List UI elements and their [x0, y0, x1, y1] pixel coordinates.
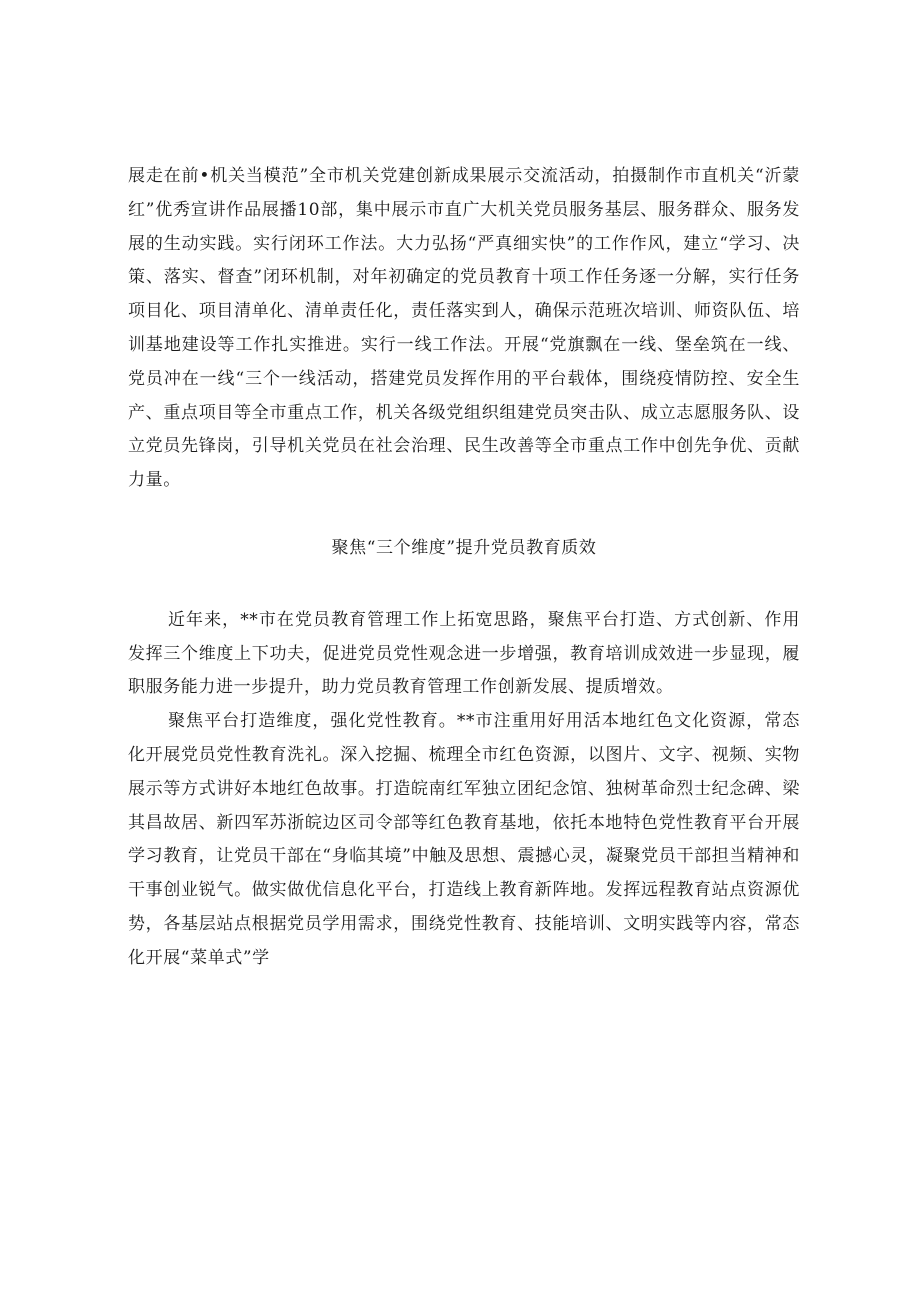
section-title: 聚焦“三个维度”提升党员教育质效: [331, 537, 597, 558]
intro-paragraph: 近年来，**市在党员教育管理工作上拓宽思路，聚焦平台打造、方式创新、作用发挥三个维度上下功夫，促进党员党性观念进一步增强，教育培训成效进一步显现，履职服务能力进一步提升，助力党员教育管理工作创新发展、提质增效。: [128, 609, 800, 698]
continued-paragraph: 展走在前•机关当模范”全市机关党建创新成果展示交流活动，拍摄制作市直机关“沂蒙红”优秀宣讲作品展播10部，集中展示市直广大机关党员服务基层、服务群众、服务发展的生动实践。实行闭环工作法。大力弘扬“严真细实快”的工作作风，建立“学习、决策、落实、督查”闭环机制，对年初确定的党员教育十项工作任务逐一分解，实行任务项目化、项目清单化、清单责任化，责任落实到人，确保示范班次培训、师资队伍、培训基地建设等工作扎实推进。实行一线工作法。开展“党旗飘在一线、堡垒筑在一线、党员冲在一线“三个一线活动，搭建党员发挥作用的平台载体，围绕疫情防控、安全生产、重点项目等全市重点工作，机关各级党组织组建党员突击队、成立志愿服务队、设立党员先锋岗，引导机关党员在社会治理、民生改善等全市重点工作中创先争优、贡献力量。: [128, 166, 800, 491]
document-page: [128, 160, 800, 976]
body-paragraph: 聚焦平台打造维度，强化党性教育。**市注重用好用活本地红色文化资源，常态化开展党员党性教育洗礼。深入挖掘、梳理全市红色资源，以图片、文字、视频、实物展示等方式讲好本地红色故事。打造皖南红军独立团纪念馆、独树革命烈士纪念碑、梁其昌故居、新四军苏浙皖边区司令部等红色教育基地，依托本地特色党性教育平台开展学习教育，让党员干部在“身临其境”中触及思想、震撼心灵，凝聚党员干部担当精神和干事创业锐气。做实做优信息化平台，打造线上教育新阵地。发挥远程教育站点资源优势，各基层站点根据党员学用需求，围绕党性教育、技能培训、文明实践等内容，常态化开展“菜单式”学: [128, 711, 800, 968]
